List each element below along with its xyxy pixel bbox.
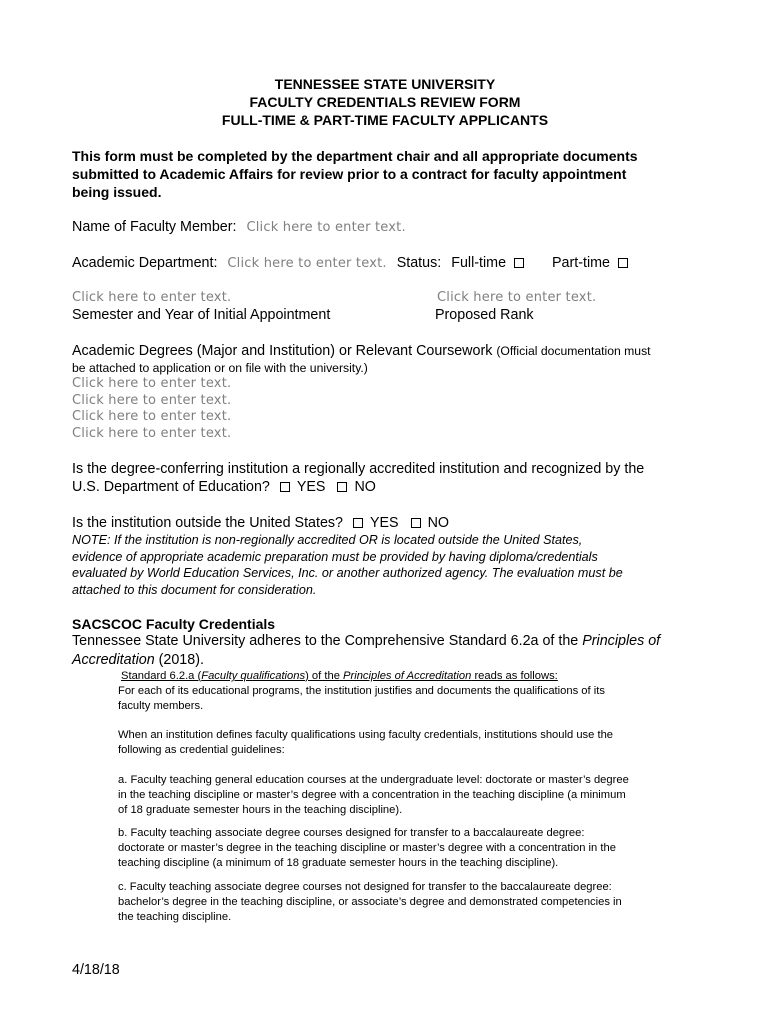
- degree-input-2[interactable]: Click here to enter text.: [72, 393, 232, 408]
- degree-input-3[interactable]: Click here to enter text.: [72, 409, 232, 424]
- accredited-no-label: NO: [354, 479, 376, 495]
- accredited-yes-checkbox[interactable]: [280, 482, 290, 492]
- degree-input-1[interactable]: Click here to enter text.: [72, 376, 232, 391]
- form-title-applicants: FULL-TIME & PART-TIME FACULTY APPLICANTS: [221, 112, 549, 128]
- intro-line-3: being issued.: [72, 184, 162, 200]
- status-label: Status:: [396, 255, 442, 271]
- outside-us-no-label: NO: [427, 515, 450, 531]
- fulltime-checkbox[interactable]: [514, 258, 524, 268]
- outside-us-question-text: Is the institution outside the United States?: [72, 515, 344, 531]
- outside-us-no-checkbox[interactable]: [411, 518, 421, 528]
- department-status-row: [72, 255, 628, 271]
- department-label: Academic Department:: [72, 255, 218, 271]
- faculty-name-input[interactable]: Click here to enter text.: [246, 220, 406, 235]
- degrees-label: [72, 343, 651, 359]
- sacscoc-line-1: [72, 633, 660, 649]
- faculty-name-label: Name of Faculty Member:: [72, 219, 237, 235]
- standard-paragraph-1: For each of its educational programs, the institution justifies and documents the qualifications of its faculty members.: [118, 685, 605, 712]
- standard-title: Standard 6.2.a (Faculty qualifications) of the Principles of Accreditation reads as follows:: [121, 670, 558, 682]
- accreditation-question-line-2: [72, 479, 376, 495]
- outside-us-yes-label: YES: [369, 515, 399, 531]
- note-line-2: evidence of appropriate academic preparation must be provided by having diploma/credentials: [72, 549, 598, 564]
- outside-us-yes-checkbox[interactable]: [353, 518, 363, 528]
- department-input[interactable]: Click here to enter text.: [227, 256, 387, 271]
- degrees-label-note-2: be attached to application or on file with the university.): [72, 361, 368, 375]
- standard-item-b: b. Faculty teaching associate degree courses designed for transfer to a baccalaureate degree: doctorate or master’s degree in the teaching discipline or master’s degree with a concentration in the teaching discipline (a minimum of 18 graduate semester hours in the teaching discipline).: [118, 827, 616, 869]
- parttime-checkbox[interactable]: [618, 258, 628, 268]
- intro-line-2: submitted to Academic Affairs for review prior to a contract for faculty appointment: [72, 166, 627, 182]
- parttime-label: Part-time: [552, 255, 610, 271]
- degree-input-4[interactable]: Click here to enter text.: [72, 426, 232, 441]
- faculty-name-row: [72, 219, 406, 235]
- sacscoc-line-1-text: Tennessee State University adheres to the Comprehensive Standard 6.2a of the: [72, 633, 579, 649]
- sacscoc-line-2-text: (2018).: [158, 652, 204, 668]
- note-line-3: evaluated by World Education Services, Inc. or another authorized agency. The evaluation must be: [72, 566, 623, 580]
- outside-us-question: [72, 515, 449, 531]
- degrees-label-main: Academic Degrees (Major and Institution) or Relevant Coursework: [72, 343, 493, 359]
- standard-item-c: c. Faculty teaching associate degree courses not designed for transfer to the baccalaureate degree: bachelor’s degree in the teaching discipline, or associate’s degree and demonstrated competencies in the teaching discipline.: [118, 881, 622, 923]
- footer-date: 4/18/18: [72, 962, 120, 978]
- standard-paragraph-2: When an institution defines faculty qualifications using faculty credentials, institutions should use the following as credential guidelines:: [118, 729, 614, 756]
- accredited-no-checkbox[interactable]: [337, 482, 347, 492]
- note-line-4: attached to this document for consideration.: [72, 582, 317, 597]
- intro-line-1: This form must be completed by the department chair and all appropriate documents: [72, 148, 638, 164]
- form-title-name: FACULTY CREDENTIALS REVIEW FORM: [249, 94, 521, 110]
- accredited-yes-label: YES: [296, 479, 326, 495]
- semester-input[interactable]: Click here to enter text.: [72, 290, 232, 305]
- sacscoc-heading: SACSCOC Faculty Credentials: [72, 616, 276, 632]
- semester-label: Semester and Year of Initial Appointment: [72, 307, 331, 323]
- standard-item-a: a. Faculty teaching general education courses at the undergraduate level: doctorate or master’s degree in the teaching discipline or master’s degree with a concentration in the teaching discipline (a minimum of 18 graduate semester hours in the teaching discipline).: [118, 774, 629, 816]
- sacscoc-line-2: [72, 652, 204, 668]
- rank-input[interactable]: Click here to enter text.: [437, 290, 597, 305]
- sacscoc-line-2-italic: Accreditation: [72, 652, 155, 668]
- sacscoc-line-1-italic: Principles of: [582, 633, 661, 649]
- note-line-1: NOTE: If the institution is non-regionally accredited OR is located outside the United States,: [72, 533, 583, 547]
- degrees-label-note: (Official documentation must: [496, 344, 651, 358]
- form-title-university: TENNESSEE STATE UNIVERSITY: [274, 76, 496, 92]
- accreditation-question-text: U.S. Department of Education?: [72, 479, 270, 495]
- rank-label: Proposed Rank: [435, 307, 534, 323]
- accreditation-question-line-1: Is the degree-conferring institution a regionally accredited institution and recognized by the: [72, 461, 645, 477]
- fulltime-label: Full-time: [451, 255, 507, 271]
- note-block: [72, 532, 623, 598]
